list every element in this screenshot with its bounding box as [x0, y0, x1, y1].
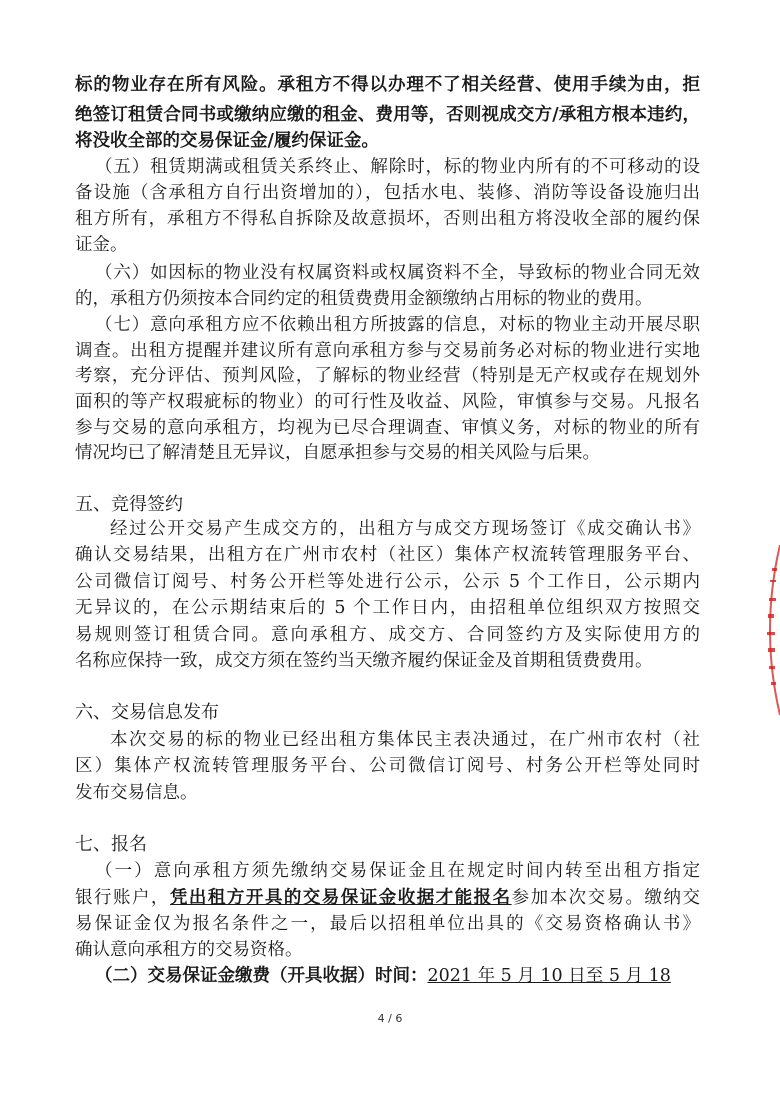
section-5-line-4: 无异议的，在公示期结束后的 5 个工作日内，由招租单位组织双方按照交 [75, 598, 700, 618]
section-7-heading: 七、报名 [75, 834, 147, 855]
section-6-line-1: 本次交易的标的物业已经出租方集体民主表决通过，在广州市农村（社 [110, 730, 700, 750]
registration-requirement-emphasis: 凭出租方开具的交易保证金收据才能报名 [169, 888, 512, 908]
clause-5-line-3: 租方所有，承租方不得私自拆除及故意损坏，否则出租方将没收全部的履约保 [75, 209, 700, 229]
clause-5-line-2: 备设施（含承租方自行出资增加的），包括水电、装修、消防等设备设施归出 [75, 183, 700, 203]
clause-7-line-6: 情况均已了解清楚且无异议，自愿承担参与交易的相关风险与后果。 [75, 443, 600, 463]
risk-line-3: 将没收全部的交易保证金/履约保证金。 [75, 131, 379, 151]
deposit-time-line [95, 962, 700, 990]
seal-stamp-fragment [758, 540, 780, 720]
clause-6-line-1: （六）如因标的物业没有权属资料或权属资料不全，导致标的物业合同无效 [95, 263, 700, 283]
section-7-line-2 [75, 884, 700, 912]
section-6-line-3: 发布交易信息。 [75, 783, 198, 803]
clause-7-line-4: 面积的等产权瑕疵标的物业）的可行性及收益、风险，审慎参与交易。凡报名 [75, 392, 700, 412]
section-7-line-3: 易保证金仅为报名条件之一，最后以招租单位出具的《交易资格确认书》 [75, 914, 700, 934]
risk-line-1: 标的物业存在所有风险。承租方不得以办理不了相关经营、使用手续为由，拒 [75, 75, 700, 95]
clause-5-line-4: 证金。 [75, 235, 128, 255]
section-6-heading: 六、交易信息发布 [75, 702, 219, 723]
section-5-line-1: 经过公开交易产生成交方的，出租方与成交方现场签订《成交确认书》 [110, 519, 700, 539]
clause-6-line-2: 的，承租方仍须按本合同约定的租赁费费用金额缴纳占用标的物业的费用。 [75, 289, 653, 309]
section-5-line-3: 公司微信订阅号、村务公开栏等处进行公示，公示 5 个工作日，公示期内 [75, 572, 700, 592]
section-5-line-6: 名称应保持一致，成交方须在签约当天缴齐履约保证金及首期租赁费费用。 [75, 651, 653, 671]
section-7-line-2-pre: 银行账户， [75, 888, 170, 908]
clause-7-line-2: 调查。出租方提醒并建议所有意向承租方参与交易前务必对标的物业进行实地 [75, 341, 700, 361]
deposit-time-label: （二）交易保证金缴费（开具收据）时间： [95, 966, 428, 986]
section-7-line-2-post: 参加本次交易。缴纳交 [511, 888, 700, 908]
clause-7-line-1: （七）意向承租方应不依赖出租方所披露的信息，对标的物业主动开展尽职 [95, 315, 700, 335]
deposit-time-value: 2021 年 5 月 10 日至 5 月 18 [427, 966, 671, 986]
section-5-line-5: 易规则签订租赁合同。意向承租方、成交方、合同签约方及实际使用方的 [75, 625, 700, 645]
risk-line-2: 绝签订租赁合同书或缴纳应缴的租金、费用等，否则视成交方/承租方根本违约， [75, 105, 700, 125]
clause-5-line-1: （五）租赁期满或租赁关系终止、解除时，标的物业内所有的不可移动的设 [95, 157, 700, 177]
section-5-line-2: 确认交易结果，出租方在广州市农村（社区）集体产权流转管理服务平台、 [75, 545, 700, 565]
section-7-line-4: 确认意向承租方的交易资格。 [75, 940, 303, 960]
section-7-line-1: （一）意向承租方须先缴纳交易保证金且在规定时间内转至出租方指定 [95, 861, 700, 881]
section-6-line-2: 区）集体产权流转管理服务平台、公司微信订阅号、村务公开栏等处同时 [75, 756, 700, 776]
clause-7-line-3: 考察，充分评估、预判风险，了解标的物业经营（特别是无产权或存在规划外 [75, 366, 700, 386]
section-5-heading: 五、竞得签约 [75, 494, 183, 515]
clause-7-line-5: 参与交易的意向承租方，均视为已尽合理调查、审慎义务，对标的物业的所有 [75, 418, 700, 438]
page-number: 4 / 6 [377, 1012, 403, 1025]
